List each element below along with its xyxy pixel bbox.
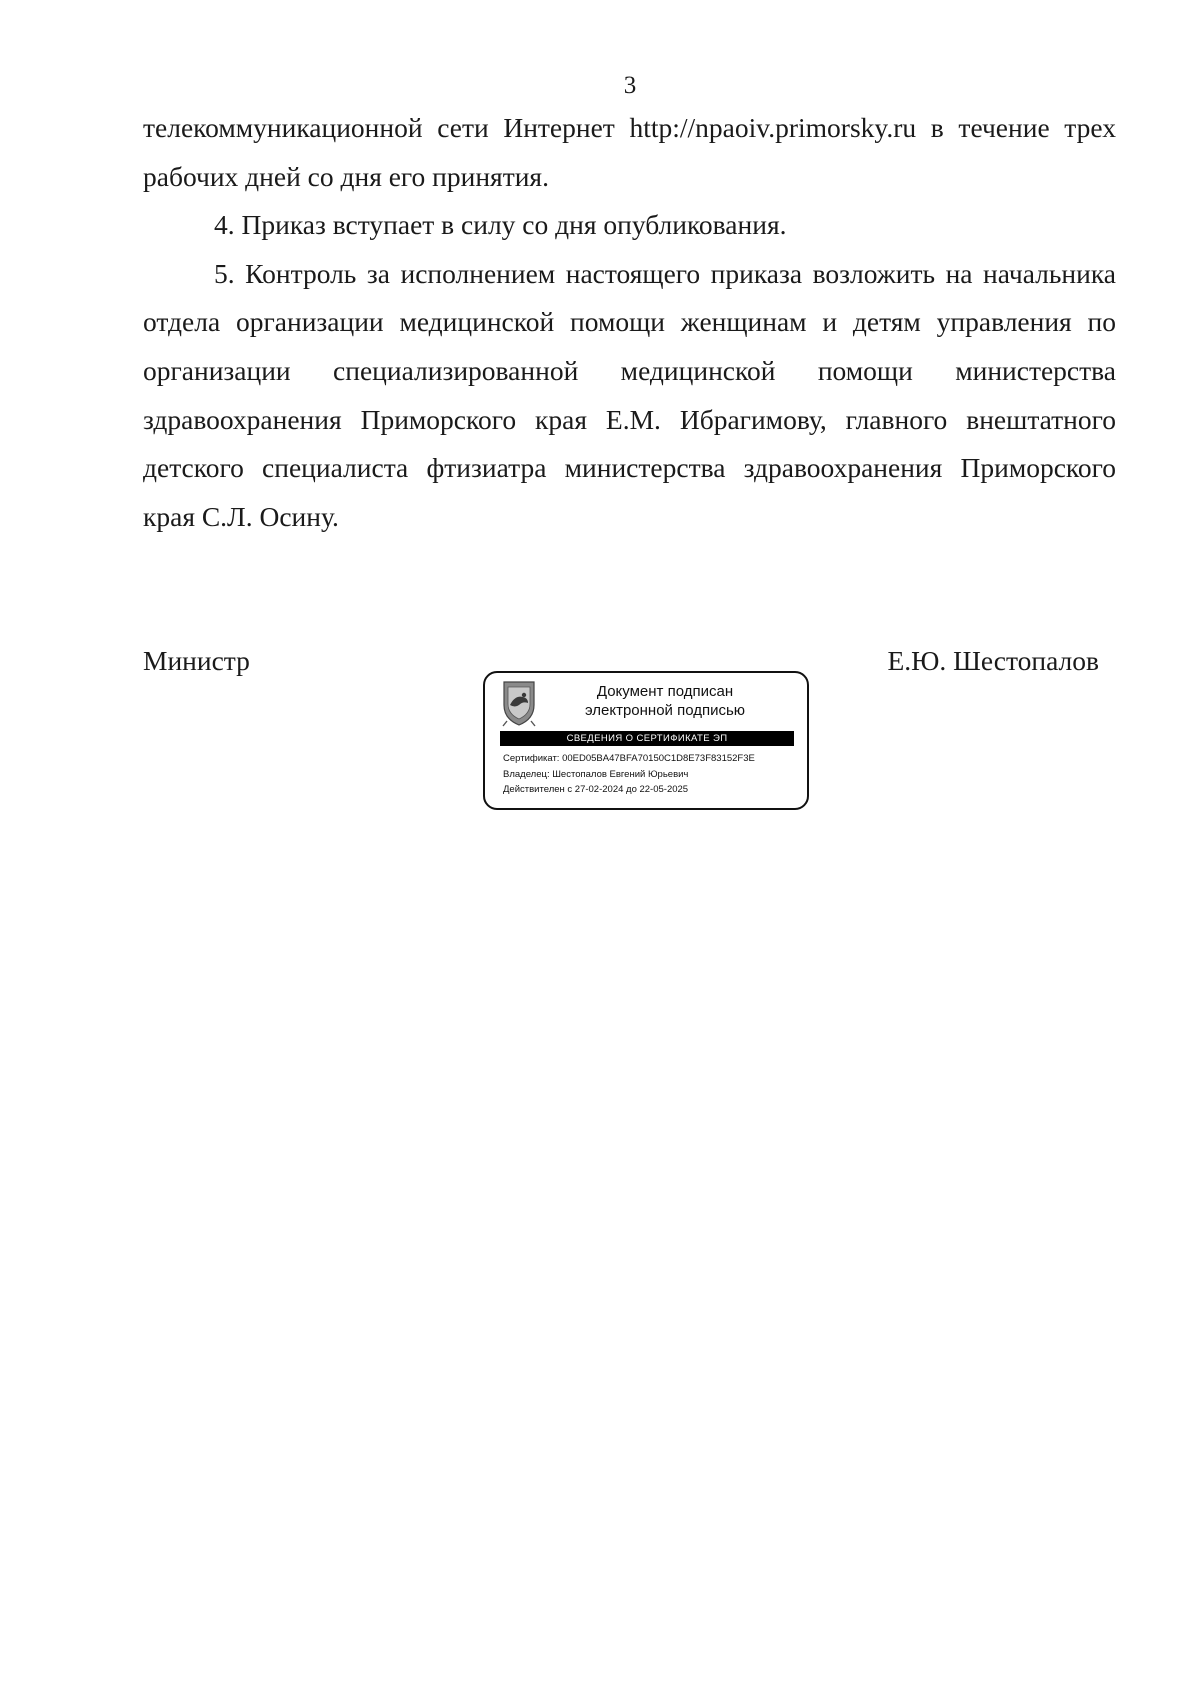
certificate-owner: Владелец: Шестопалов Евгений Юрьевич: [503, 768, 689, 780]
paragraph-continuation: телекоммуникационной сети Интернет http://npaoiv.primorsky.ru в течение трех рабочих дней со дня его принятия.: [143, 112, 1116, 192]
stamp-title: [545, 682, 785, 720]
certificate-validity: Действителен с 27-02-2024 до 22-05-2025: [503, 784, 689, 795]
paragraph-item-5: 5. Контроль за исполнением настоящего приказа возложить на начальника отдела организации медицинской помощи женщинам и детям управления по организации специализированной медицинской помощи министерства здравоохранения Приморского края Е.М. Ибрагимову, главного внештатного детского специалиста фтизиатра министерства здравоохранения Приморского края С.Л. Осину.: [143, 257, 1116, 532]
certificate-details: [503, 751, 803, 798]
certificate-info-bar: СВЕДЕНИЯ О СЕРТИФИКАТЕ ЭП: [500, 731, 794, 746]
document-body: [143, 104, 1116, 541]
paragraph-item-4: 4. Приказ вступает в силу со дня опубликования.: [214, 209, 787, 241]
certificate-number: Сертификат: 00ED05BA47BFA70150C1D8E73F83152F3E: [503, 753, 755, 764]
page-number: 3: [623, 72, 637, 99]
electronic-signature-stamp: [483, 671, 809, 810]
signer-name: Е.Ю. Шестопалов: [887, 645, 1099, 676]
coat-of-arms-icon: [501, 679, 537, 727]
stamp-title-line-2: электронной подписью: [584, 702, 746, 719]
stamp-title-line-1: Документ подписан: [596, 683, 734, 700]
signer-position: Министр: [143, 645, 250, 676]
